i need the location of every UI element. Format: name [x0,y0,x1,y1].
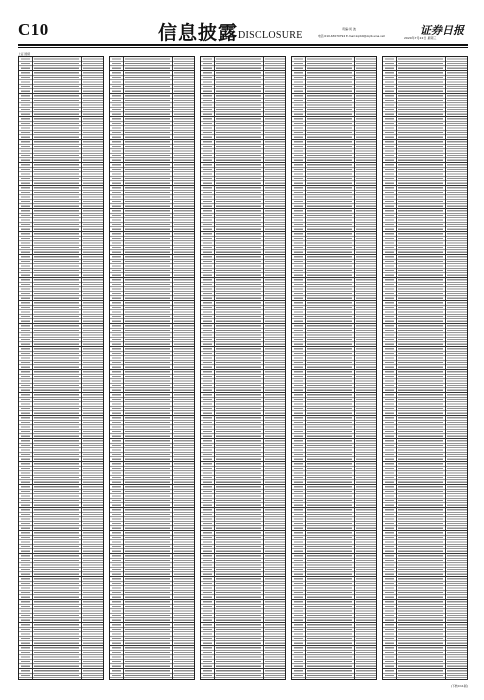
table-rows [18,56,104,680]
newspaper-logo: 证券日报 [420,24,464,37]
column-heading: 上证 国债 [18,52,31,56]
row-values [174,57,194,679]
issue-date: 2020年7月22日 星期三 [404,36,437,40]
row-codes [385,57,394,679]
table-rows [382,56,468,680]
row-values [356,57,376,679]
row-names [125,57,170,679]
row-codes [203,57,212,679]
row-values [83,57,103,679]
page-number: C10 [18,20,49,39]
table-column-2 [109,52,195,680]
row-codes [112,57,121,679]
row-values [265,57,285,679]
table-rows [291,56,377,680]
table-column-1 [18,52,104,680]
row-names [307,57,352,679]
row-names [216,57,261,679]
section-title-en: DISCLOSURE [238,30,303,41]
header-rule-thick [18,44,468,46]
contact-info: 电话:010-63070794 E-mail:zqrb9@zqrb.sina.net [318,34,385,38]
table-column-3 [200,52,286,680]
table-column-5 [382,52,468,680]
row-names [398,57,443,679]
header-rule-thin [18,47,468,48]
editor-credit: 责编:何 波 [342,27,356,31]
row-codes [21,57,30,679]
table-rows [200,56,286,680]
row-values [447,57,467,679]
continued-note: (下转C11版) [450,684,468,688]
page-header [0,0,484,44]
disclosure-table-grid [18,52,468,680]
row-codes [294,57,303,679]
row-names [34,57,79,679]
table-column-4 [291,52,377,680]
table-rows [109,56,195,680]
section-title-cn: 信息披露 [158,22,239,44]
